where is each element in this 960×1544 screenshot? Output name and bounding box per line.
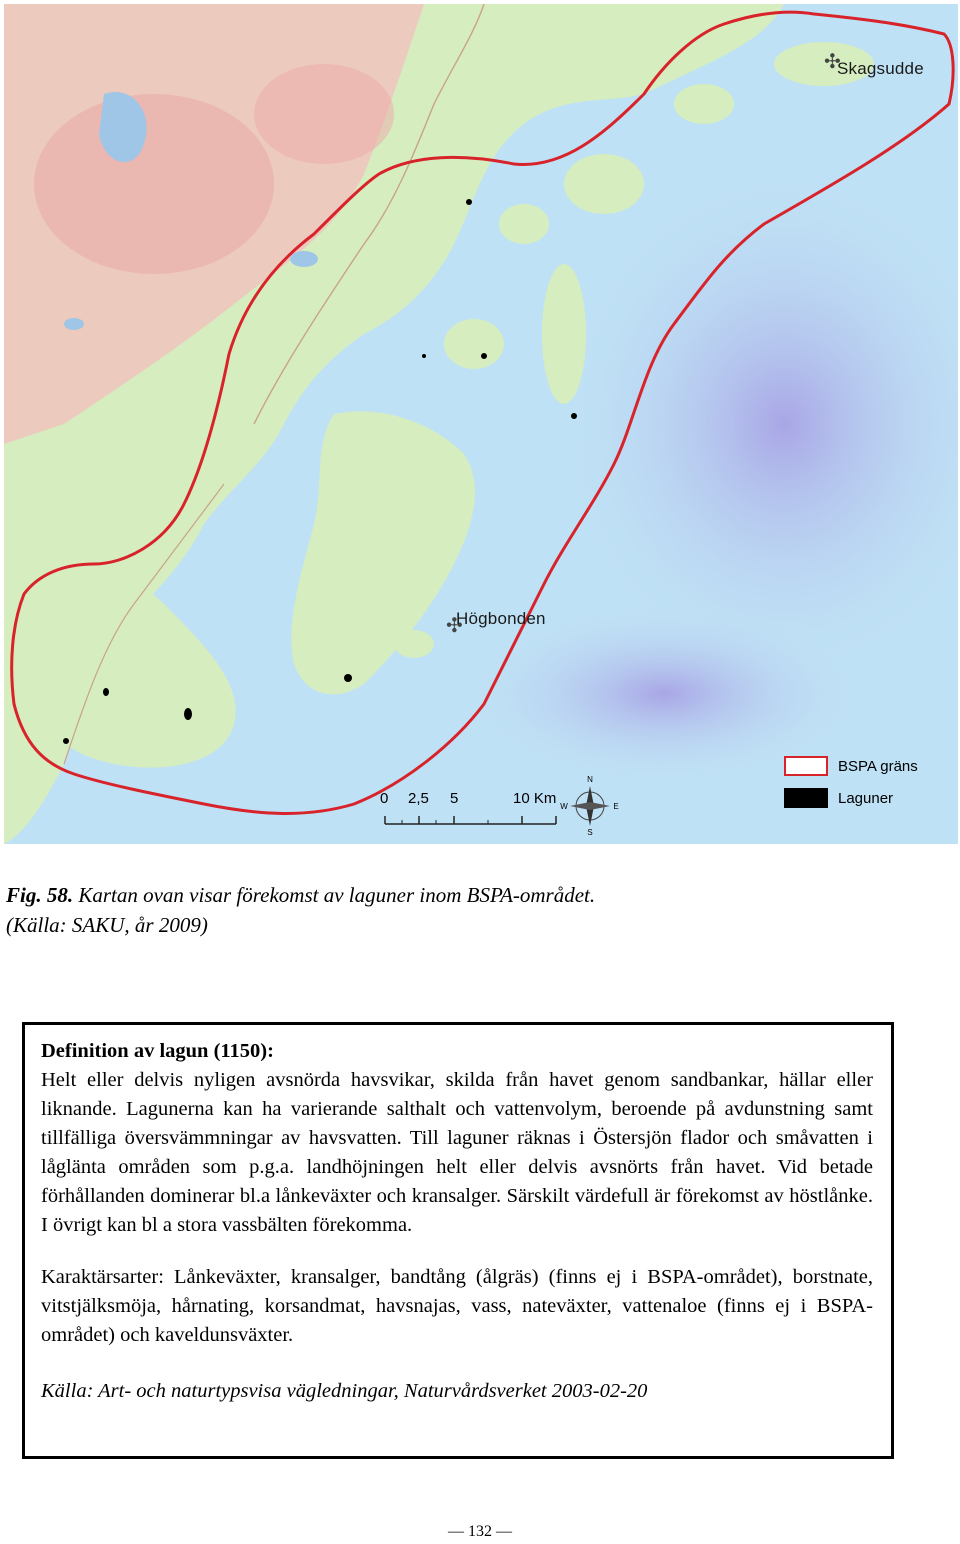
island: [542, 264, 586, 404]
definition-heading: Definition av lagun (1150):: [41, 1040, 274, 1062]
lagoon-marker: [571, 413, 577, 419]
compass-rose-icon: [560, 774, 620, 836]
scale-bar-graphic: [380, 790, 580, 830]
caption-source: (Källa: SAKU, år 2009): [6, 913, 208, 937]
island: [564, 154, 644, 214]
definition-source: Källa: Art- och naturtypsvisa vägledningar, Naturvårdsverket 2003-02-20: [41, 1380, 648, 1402]
lake: [290, 251, 318, 267]
lagoon-marker: [184, 708, 192, 720]
island: [444, 319, 504, 369]
figure-number: Fig. 58.: [6, 883, 74, 907]
scale-tick-label: 5: [450, 790, 459, 807]
place-label-hogbonden: Högbonden: [456, 609, 546, 628]
lagoon-marker: [481, 353, 487, 359]
definition-body: Helt eller delvis nyligen avsnörda havsvikar, skilda från havet genom sandbankar, hällar eller liknande. Lagunerna kan ha varierande salthalt och vattenvolym, beroende på avdunstning samt tillfälliga översvämmningar av havsvatten. Till laguner räknas i Östersjön flador och småvatten i låglänta områden som p.g.a. landhöjningen helt eller delvis avsnörts från havet. Vid betade förhållanden dominerar bl.a lånkeväxter och kransalger. Särskilt värdefull är förekomst av höstlånke. I övrigt kan bl a stora vassbälten förekomma.: [41, 1069, 873, 1236]
figure-caption: [6, 880, 946, 940]
compass-e: E: [613, 802, 619, 811]
scale-bar: [380, 790, 580, 830]
lighthouse-icon: ✣: [824, 51, 841, 73]
compass-n: N: [587, 775, 593, 784]
lagoon-marker: [63, 738, 69, 744]
legend-item-bspa: [784, 756, 918, 776]
map-figure: [4, 4, 958, 844]
caption-text: Kartan ovan visar förekomst av laguner inom BSPA-området.: [73, 883, 596, 907]
definition-species: Karaktärsarter: Lånkeväxter, kransalger, bandtång (ålgräs) (finns ej i BSPA-området), borstnate, vitstjälksmöja, hårnating, korsandmat, havsnajas, vass, nateväxter, vattenaloe (finns ej i BSPA-området) och kaveldunsväxter.: [41, 1266, 873, 1346]
island: [394, 630, 434, 658]
map-legend: [784, 752, 954, 816]
island: [674, 84, 734, 124]
lighthouse-icon: ✣: [446, 615, 463, 637]
island: [499, 204, 549, 244]
place-label-skagsudde: Skagsudde: [837, 59, 924, 78]
legend-label-bspa: BSPA gräns: [838, 757, 918, 775]
scale-tick-label: 2,5: [408, 790, 429, 807]
lake: [64, 318, 84, 330]
lagoon-marker: [103, 688, 109, 696]
lagoon-marker: [344, 674, 352, 682]
legend-item-laguner: [784, 788, 893, 808]
definition-box: [22, 1022, 894, 1459]
lagoon-marker: [466, 199, 472, 205]
legend-label-laguner: Laguner: [838, 789, 894, 807]
legend-swatch-lagoon: [784, 788, 828, 808]
lagoon-marker: [422, 354, 426, 358]
compass-w: W: [560, 802, 568, 811]
page-number: — 132 —: [448, 1523, 512, 1540]
compass-s: S: [587, 828, 593, 836]
scale-tick-label: 10 Km: [513, 790, 557, 807]
highland: [34, 94, 274, 274]
scale-tick-label: 0: [380, 790, 389, 807]
highland: [254, 64, 394, 164]
legend-swatch-boundary: [784, 756, 828, 776]
map-canvas: [4, 4, 958, 844]
